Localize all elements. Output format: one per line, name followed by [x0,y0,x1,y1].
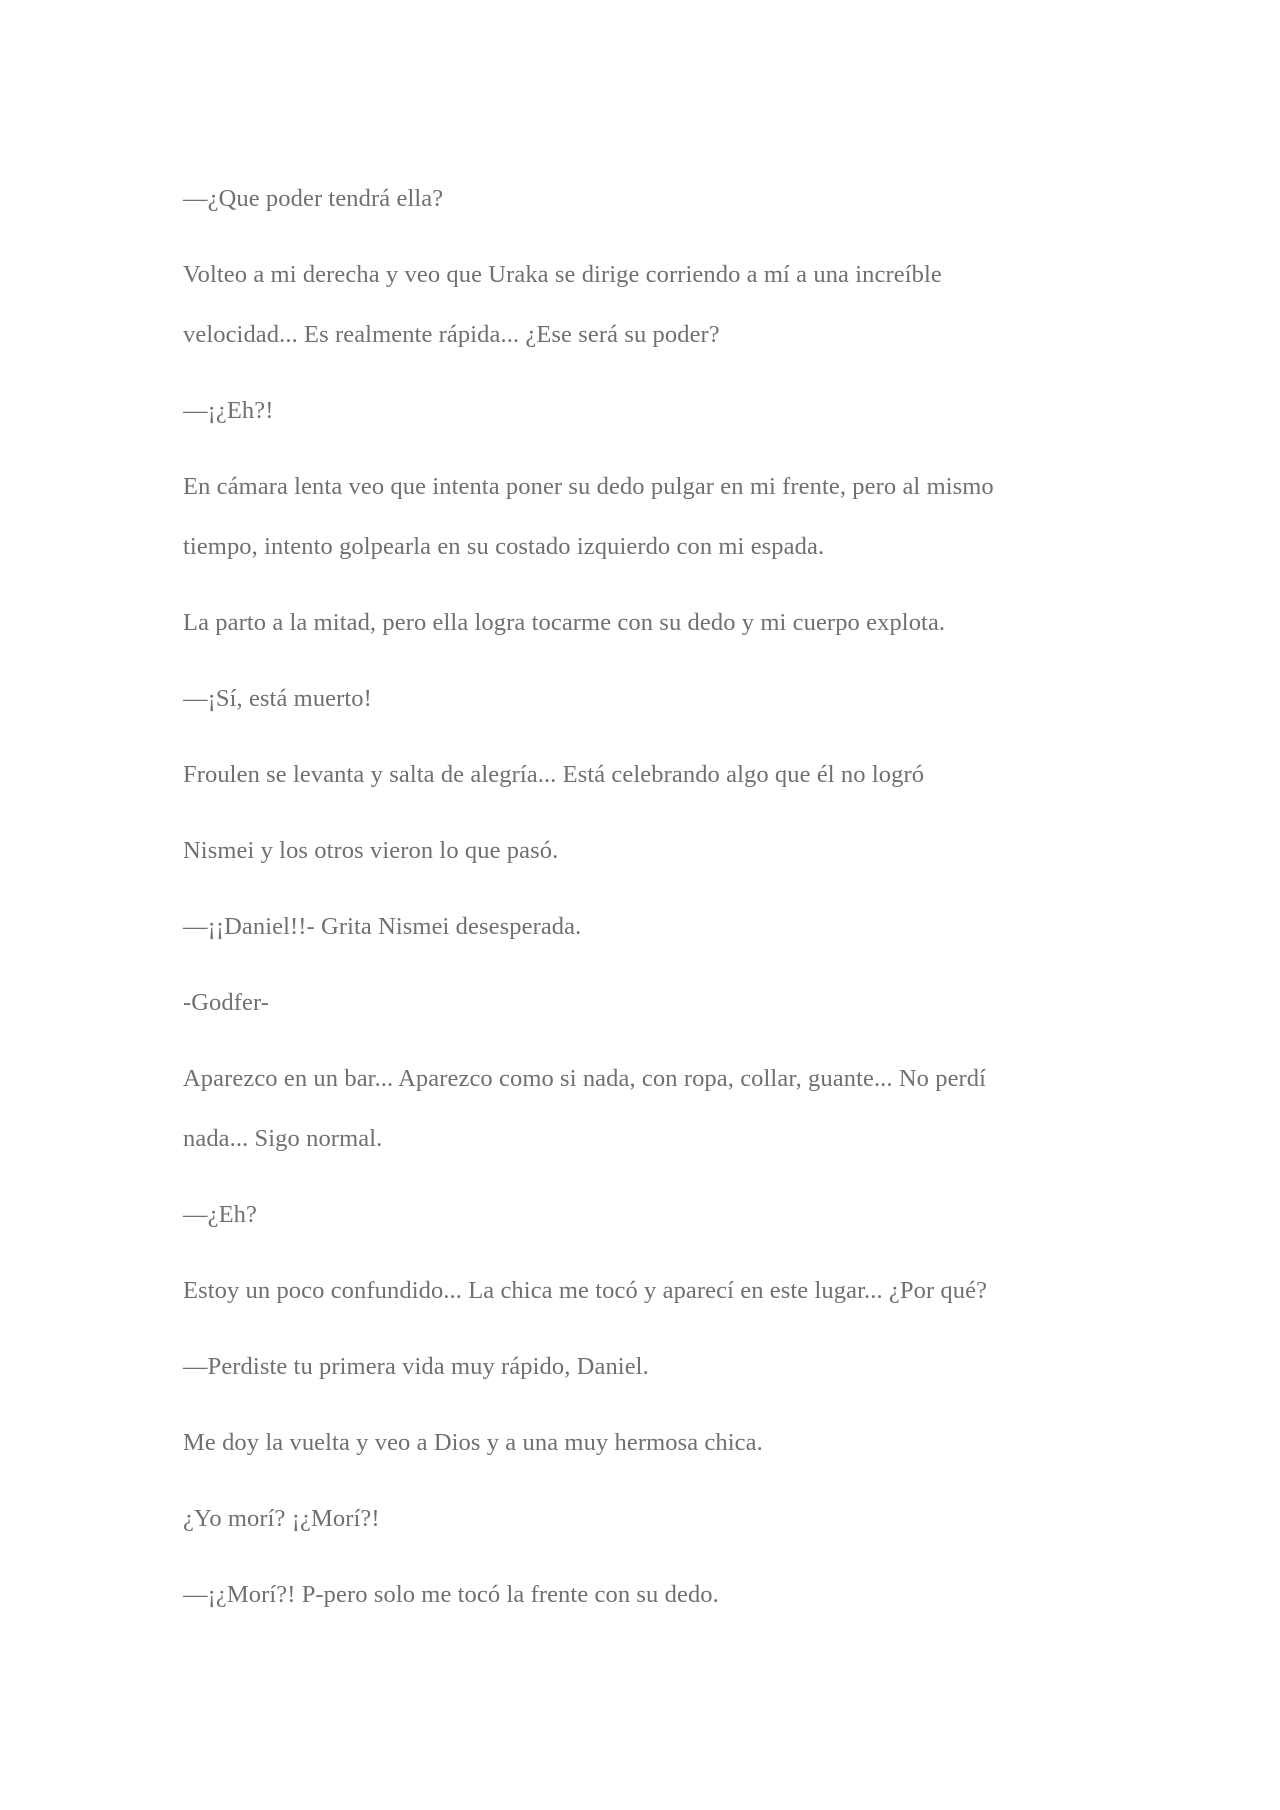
paragraph [183,910,581,944]
text-line: velocidad... Es realmente rápida... ¿Ese será su poder? [183,321,720,348]
paragraph [183,758,924,792]
text-line: —¿Eh? [183,1201,257,1228]
paragraph [183,1198,257,1232]
text-line: Me doy la vuelta y veo a Dios y a una muy hermosa chica. [183,1429,763,1456]
paragraph [183,1350,649,1384]
paragraph [183,258,942,292]
paragraph [183,1062,986,1096]
paragraph [183,394,273,428]
text-line: —Perdiste tu primera vida muy rápido, Daniel. [183,1353,649,1380]
paragraph [183,1426,763,1460]
text-line: —¡¡Daniel!!- Grita Nismei desesperada. [183,913,582,940]
text-line: tiempo, intento golpearla en su costado izquierdo con mi espada. [183,533,825,560]
paragraph [183,470,994,504]
text-line: Aparezco en un bar... Aparezco como si nada, con ropa, collar, guante... No perdí [183,1065,987,1092]
paragraph [183,682,372,716]
paragraph [183,1274,987,1308]
text-line: —¡¿Morí?! P-pero solo me tocó la frente con su dedo. [183,1581,719,1608]
text-line: -Godfer- [183,989,270,1016]
text-line: Volteo a mi derecha y veo que Uraka se dirige corriendo a mí a una increíble [183,261,942,288]
text-line: Nismei y los otros vieron lo que pasó. [183,837,559,864]
text-line: La parto a la mitad, pero ella logra tocarme con su dedo y mi cuerpo explota. [183,609,946,636]
text-line: nada... Sigo normal. [183,1125,383,1152]
paragraph-continuation [183,318,720,352]
paragraph-continuation [183,530,824,564]
paragraph [183,1502,380,1536]
text-line: —¡Sí, está muerto! [183,685,372,712]
section-heading [183,986,269,1020]
text-line: Estoy un poco confundido... La chica me tocó y aparecí en este lugar... ¿Por qué? [183,1277,988,1304]
text-line: —¡¿Eh?! [183,397,274,424]
paragraph-continuation [183,1122,382,1156]
text-line: En cámara lenta veo que intenta poner su dedo pulgar en mi frente, pero al mismo [183,473,994,500]
text-line: Froulen se levanta y salta de alegría... Está celebrando algo que él no logró [183,761,925,788]
paragraph [183,1578,719,1612]
text-line: —¿Que poder tendrá ella? [183,185,444,212]
text-line: ¿Yo morí? ¡¿Morí?! [183,1505,380,1532]
paragraph [183,182,443,216]
paragraph [183,834,558,868]
paragraph [183,606,945,640]
